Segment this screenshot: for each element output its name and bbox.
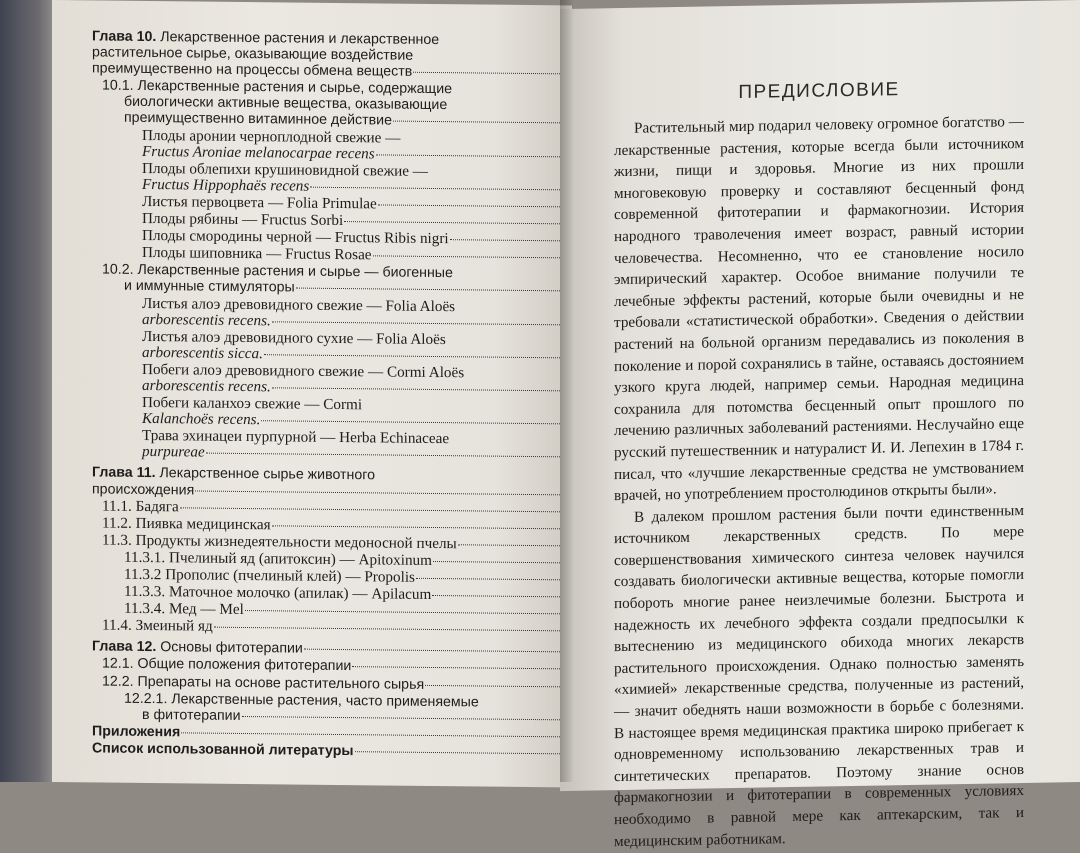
toc-leader-dots — [304, 649, 560, 653]
toc-entry-text: преимущественно на процессы обмена веществ — [92, 60, 413, 80]
toc-entry-text: в фитотерапии — [142, 706, 241, 724]
book-gutter — [560, 0, 574, 782]
toc-leader-dots — [413, 72, 560, 75]
toc-entry-text: преимущественно витаминное действие — [124, 110, 392, 130]
toc-entry-text: arborescentis sicca. — [142, 343, 263, 362]
preface-paragraph-1: Растительный мир подарил человеку огромное богатство — лекарственные растения, которые всегда были источником жизни, пищи и здоровья. Многие из них прошли многовековую проверку и составляют бесценный фонд современной фитотерапии и фармакогнозии. История народного траволечения имеет возраст, равный истории человечества. Несомненно, что ее становление носило эмпирический характер. Особое внимание получили те лечебные эффекты растений, которые были очевидны и не требовали «статистической обработки». Сведения о действии растений на больной организм передавались из поколения в поколение и порой сохранялись в тайне, оставаясь достоянием узкого круга людей, например семьи. Народная медицина сохранила для потомства бесценный опыт прошлого по лечению различных заболеваний растениями. Неслучайно еще русский путешественник и натуралист И. И. Лепехин в 1784 г. писал, что «лучшие лекарственные средства не умствованием врачей, но употреблением простолюдинов открыты были». — [614, 112, 1024, 505]
table-of-contents — [92, 28, 582, 762]
toc-leader-dots — [344, 221, 560, 224]
toc-leader-dots — [425, 684, 560, 686]
toc-entry-text: purpureae — [142, 443, 205, 461]
toc-entry-text: Листья алоэ древовидного сухие — Folia Aloës — [142, 327, 446, 348]
toc-entry-text: 12.1. Общие положения фитотерапии — [102, 655, 352, 675]
left-page — [52, 0, 572, 787]
toc-entry-text: arborescentis recens. — [142, 376, 271, 396]
toc-leader-dots — [450, 239, 560, 241]
toc-leader-dots — [242, 716, 560, 720]
right-page — [560, 0, 1080, 850]
chapter-label: Глава 11. — [92, 464, 156, 482]
toc-entry-text: 11.3.4. Мед — Mel — [124, 599, 244, 619]
toc-entry-text: Глава 10. Лекарственное растения и лекарственное — [92, 28, 440, 49]
toc-entry-text: Плоды рябины — Fructus Sorbi — [142, 209, 344, 230]
toc-entry-text: и иммунные стимуляторы — [124, 278, 295, 296]
toc-leader-dots — [272, 387, 560, 391]
toc-entry-text: 11.3.1. Пчелиный яд (апитоксин) — Apitoxinum — [124, 548, 432, 569]
toc-entry-text: 11.1. Бадяга — [102, 497, 179, 515]
toc-entry-text: происхождения — [92, 480, 195, 499]
toc-entry-text: Глава 12. Основы фитотерапии — [92, 638, 303, 658]
toc-entry-text: Побеги каланхоэ свежие — Cormi — [142, 394, 363, 414]
toc-entry-text: Трава эхинацеи пурпурной — Herba Echinaceae — [142, 427, 450, 448]
toc-entry-text: Fructus Hippophaës recens — [142, 175, 310, 195]
toc-entry-text: Листья алоэ древовидного свежие — Folia Aloës — [142, 294, 456, 315]
toc-entry-text: Плоды шиповника — Fructus Rosae — [142, 244, 372, 264]
toc-entry-text: 10.2. Лекарственные растения и сырье — биогенные — [102, 261, 453, 282]
toc-entry-text: 11.2. Пиявка медицинская — [102, 514, 271, 534]
toc-entry-text: Kalanchoës recens. — [142, 410, 261, 429]
toc-leader-dots — [433, 561, 560, 563]
chapter-label: Глава 12. — [92, 638, 157, 656]
toc-leader-dots — [181, 732, 560, 737]
toc-entry-text: 12.2.1. Лекарственные растения, часто применяемые — [124, 690, 479, 711]
toc-entry-text: Плоды облепихи крушиновидной свежие — — [142, 159, 428, 180]
toc-entry-text: arborescentis recens. — [142, 310, 271, 329]
toc-leader-dots — [214, 627, 560, 632]
toc-leader-dots — [458, 544, 560, 546]
toc-entry-text: Плоды смородины черной — Fructus Ribis nigri — [142, 227, 449, 248]
toc-entry-text: Fructus Aroniae melanocarpae recens — [142, 142, 375, 163]
toc-leader-dots — [378, 204, 560, 207]
toc-entry-text: Глава 11. Лекарственное сырье животного — [92, 464, 375, 484]
toc-entry-text: 10.1. Лекарственные растения и сырье, содержащие — [102, 77, 453, 98]
toc-leader-dots — [376, 154, 560, 157]
toc-leader-dots — [416, 578, 560, 581]
toc-entry-text: 12.2. Препараты на основе растительного сырья — [102, 673, 425, 693]
toc-leader-dots — [180, 507, 560, 512]
preface — [614, 77, 1024, 852]
toc-leader-dots — [261, 420, 560, 424]
toc-leader-dots — [352, 667, 560, 670]
preface-paragraph-2: В далеком прошлом растения были почти единственным источником лекарственных средств. По мере совершенствования химического синтеза человек научился создавать биологически активные вещества, которые помогли побороть многие ранее неизлечимые болезни. Быстрота и надежность их лечебного эффекта создали предпосылки к вытеснению из медицинского обихода многих лекарств растительного происхождения. Однако полностью заменять «химией» лекарственные средства, полученные из растений, — значит обеднять наши возможности в борьбе с болезнями. В настоящее время медицинская практика широко прибегает к одновременному использованию лекарственных трав и синтетических препаратов. Поэтому знание основ фармакогнозии и фитотерапии в современных условиях необходимо в равной мере как аптекарским, так и медицинским работникам. — [614, 501, 1024, 850]
toc-entry-text: биологически активные вещества, оказывающие — [124, 94, 448, 114]
chapter-label: Глава 10. — [92, 28, 157, 46]
toc-leader-dots — [195, 490, 560, 495]
toc-entry-text: растительное сырье, оказывающие воздействие — [92, 44, 414, 64]
toc-entry-text: 11.3.2 Прополис (пчелиный клей) — Propolis — [124, 565, 415, 586]
toc-leader-dots — [310, 187, 560, 191]
toc-entry-text: 11.4. Змеиный яд — [102, 616, 213, 635]
toc-entry-text: Список использованной литературы — [92, 740, 354, 760]
toc-leader-dots — [393, 121, 560, 124]
toc-leader-dots — [206, 453, 560, 458]
toc-leader-dots — [272, 525, 560, 529]
toc-entry-text: 11.3. Продукты жизнедеятельности медоносной пчелы — [102, 531, 457, 553]
toc-entry-text: Побеги алоэ древовидного свежие — Cormi Aloës — [142, 360, 465, 382]
toc-leader-dots — [432, 595, 560, 597]
toc-leader-dots — [272, 321, 560, 325]
toc-entry-text: Плоды аронии черноплодной свежие — — [142, 126, 401, 147]
toc-leader-dots — [245, 610, 560, 614]
preface-title: ПРЕДИСЛОВИЕ — [738, 79, 900, 103]
toc-entry-text: Приложения — [92, 723, 181, 741]
toc-leader-dots — [355, 751, 560, 754]
toc-leader-dots — [296, 288, 560, 292]
toc-entry-text: 11.3.3. Маточное молочко (апилак) — Apilacum — [124, 582, 432, 604]
toc-leader-dots — [264, 354, 560, 358]
toc-entry-text: Листья первоцвета — Folia Primulae — [142, 192, 377, 213]
toc-leader-dots — [373, 256, 560, 259]
